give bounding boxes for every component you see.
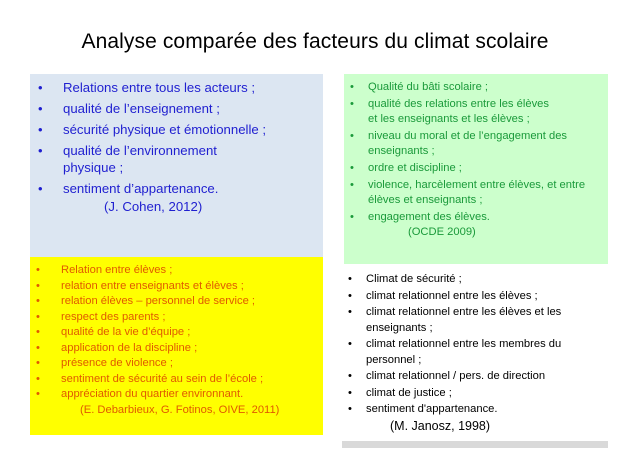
debarbieux-factors-box (30, 257, 323, 435)
list-item: • climat relationnel entre les membres du personnel ; (348, 338, 562, 366)
bullet-icon: • (36, 264, 40, 276)
list-item: • climat de justice ; (348, 386, 604, 402)
bullet-icon: • (348, 273, 352, 285)
list-item: • sentiment d’appartenance. (38, 181, 219, 196)
bullet-icon: • (36, 388, 40, 400)
list-item: • relation entre enseignants et élèves ; (36, 279, 319, 295)
bullet-icon: • (348, 289, 352, 302)
janosz-citation: (M. Janosz, 1998) (390, 418, 491, 433)
bullet-icon: • (38, 80, 43, 95)
bullet-icon: • (348, 306, 352, 318)
list-item: • climat relationnel entre les élèves ; (348, 289, 604, 305)
cohen-citation: (J. Cohen, 2012) (104, 199, 203, 214)
list-item: • respect des parents ; (36, 310, 319, 326)
bullet-icon: • (348, 338, 352, 350)
ocde-factor-list (350, 80, 604, 225)
bullet-icon: • (348, 370, 352, 382)
bullet-icon: • (38, 122, 43, 137)
bullet-icon: • (350, 98, 354, 110)
list-item: • présence de violence ; (36, 356, 319, 372)
list-item: • violence, harcèlement entre élèves, et entre élèves et enseignants ; (350, 179, 586, 206)
cohen-factor-list (38, 79, 317, 197)
list-item: • qualité de l’environnement physique ; (38, 143, 217, 175)
bullet-icon: • (348, 403, 352, 415)
list-item: • sentiment d'appartenance. (348, 402, 604, 418)
cohen-factors-box (30, 74, 323, 257)
debarbieux-factor-list (36, 263, 319, 403)
list-item: • niveau du moral et de l’engagement des enseignants ; (350, 130, 568, 157)
list-item: • appréciation du quartier environnant. (36, 387, 319, 403)
bullet-icon: • (36, 341, 40, 354)
list-item: • Qualité du bâti scolaire ; (350, 81, 489, 93)
janosz-factors-box (342, 264, 608, 448)
list-item: • relation élèves – personnel de service ; (36, 294, 319, 310)
bullet-icon: • (350, 81, 354, 93)
list-item: • qualité de l’enseignement ; (38, 101, 220, 116)
bullet-icon: • (36, 326, 40, 338)
bullet-icon: • (38, 143, 43, 158)
list-item: • qualité des relations entre les élèves et les enseignants et les élèves ; (350, 98, 549, 125)
list-item: • Relation entre élèves ; (36, 263, 319, 279)
list-item: • climat relationnel / pers. de direction (348, 369, 604, 385)
bullet-icon: • (36, 357, 40, 369)
bullet-icon: • (36, 295, 40, 307)
list-item: • engagement des élèves. (350, 211, 490, 223)
ocde-citation: (OCDE 2009) (408, 226, 476, 238)
bullet-icon: • (350, 179, 354, 191)
list-item: • sentiment de sécurité au sein de l’école ; (36, 372, 319, 388)
debarbieux-citation: (E. Debarbieux, G. Fotinos, OIVE, 2011) (80, 403, 280, 416)
page-title: Analyse comparée des facteurs du climat scolaire (81, 30, 549, 53)
bullet-icon: • (36, 372, 40, 385)
bullet-icon: • (38, 181, 43, 196)
bullet-icon: • (36, 279, 40, 292)
list-item: • Climat de sécurité ; (348, 272, 604, 288)
list-item: • application de la discipline ; (36, 341, 319, 357)
ocde-factors-box (344, 74, 608, 264)
bullet-icon: • (350, 162, 354, 174)
list-item: • Relations entre tous les acteurs ; (38, 80, 256, 95)
bullet-icon: • (348, 386, 352, 399)
bullet-icon: • (38, 101, 43, 116)
list-item: • qualité de la vie d’équipe ; (36, 325, 319, 341)
janosz-factor-list (348, 272, 604, 418)
bullet-icon: • (350, 130, 354, 142)
list-item: • sécurité physique et émotionnelle ; (38, 122, 267, 137)
bullet-icon: • (350, 211, 354, 223)
list-item: • climat relationnel entre les élèves et les enseignants ; (348, 306, 562, 334)
bullet-icon: • (36, 310, 40, 323)
list-item: • ordre et discipline ; (350, 162, 462, 174)
